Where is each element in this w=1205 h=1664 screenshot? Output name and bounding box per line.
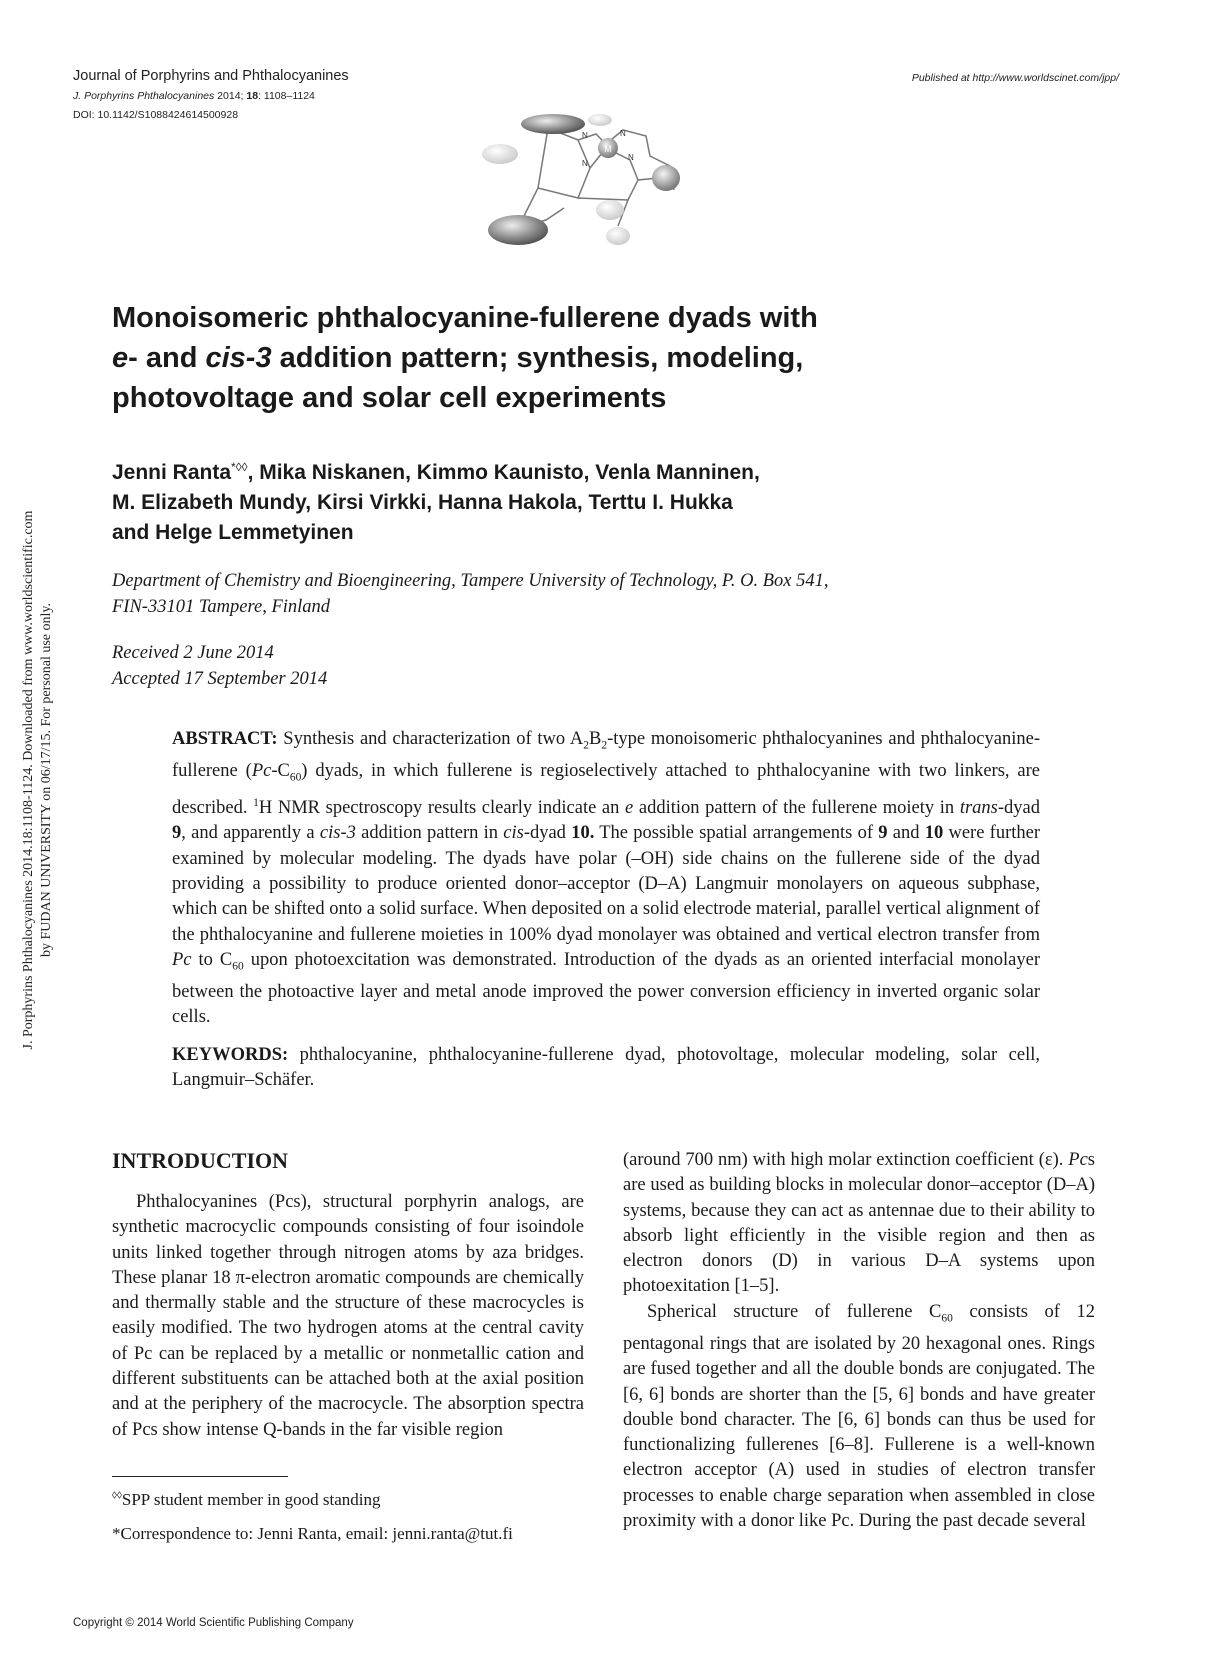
received-date: Received 2 June 2014 — [112, 643, 274, 663]
abstract-text: upon photoexcitation was demonstrated. Introduction of the dyads as an oriented interfacial monolayer between the photoactive layer and metal anode improved the power conversion efficiency in inverted organic solar cells. — [172, 949, 1041, 1028]
abstract — [172, 727, 1040, 1030]
side-note-line-1: J. Porphyrins Phthalocyanines 2014.18:1108-1124. Downloaded from www.worldscientific.com — [21, 510, 36, 1050]
intro-text: consists of 12 pentagonal rings that are isolated by 20 hexagonal ones. Rings are fused together and all the double bonds are conjugated. The [6, 6] bonds are shorter than the [5, 6] bonds and have greater double bond character. The [6, 6] bonds can thus be used for functionalizing fullerenes [6–8]. Fullerene is a well-known electron acceptor (A) used in studies of electron transfer processes to enable charge separation when assembled in close proximity with a donor like Pc. During the past decade several — [623, 1302, 1096, 1532]
abstract-italic: cis-3 — [319, 823, 356, 844]
intro-text: s are used as building blocks in molecular donor–acceptor (D–A) systems, because they can act as antennae due to their ability to absorb light efficiently in the visible region and then as electron donors (D) in various D–A systems upon photoexitation [1–5]. — [623, 1150, 1095, 1297]
abstract-italic: cis — [503, 823, 524, 844]
nitrogen-atom-label-1: N — [582, 131, 588, 140]
keywords-label: KEYWORDS: — [172, 1045, 289, 1065]
metal-atom-label: M — [604, 144, 612, 154]
molecule-lobe-left — [482, 144, 518, 164]
introduction-left-paragraph: Phthalocyanines (Pcs), structural porphyrin analogs, are synthetic macrocyclic compounds consisting of four isoindole units linked together through nitrogen atoms by aza bridges. These planar 18 π-electron aromatic compounds are chemically and thermally stable and the structure of these macrocycles is easily modified. The two hydrogen atoms at the central cavity of Pc can be replaced by a metallic or nonmetallic cation and different substituents can be attached both at the axial position and at the periphery of the macrocycle. The absorption spectra of Pcs show intense Q-bands in the far visible region — [112, 1192, 584, 1440]
citation-volume: 18 — [246, 90, 259, 102]
abstract-compound-number: 9 — [878, 823, 888, 844]
abstract-sub: 2 — [583, 739, 589, 752]
title-and: - and — [128, 342, 206, 374]
accepted-date: Accepted 17 September 2014 — [112, 669, 328, 689]
abstract-sup: 1 — [253, 796, 259, 809]
author-first-mark: *◊◊ — [231, 460, 248, 474]
paper-title — [112, 298, 1012, 418]
nitrogen-atom-label-3: N — [582, 159, 588, 168]
authors-line-1-rest: , Mika Niskanen, Kimmo Kaunisto, Venla Manninen, — [247, 461, 760, 484]
introduction-right-paragraph-1 — [623, 1148, 1095, 1300]
journal-name: Journal of Porphyrins and Phthalocyanines — [73, 68, 349, 84]
journal-citation — [73, 90, 315, 102]
abstract-text: -dyad — [523, 823, 572, 844]
author-first: Jenni Ranta — [112, 461, 232, 484]
authors-line-2: M. Elizabeth Mundy, Kirsi Virkki, Hanna Hakola, Terttu I. Hukka — [112, 491, 733, 514]
download-side-note — [20, 420, 60, 1140]
intro-sub: 60 — [941, 1312, 953, 1325]
author-list — [112, 452, 1012, 548]
authors-line-3: and Helge Lemmetyinen — [112, 521, 354, 544]
abstract-italic: trans — [959, 798, 998, 819]
abstract-text: ) dyads, in which fullerene is regioselectively attached to phthalocyanine with two linkers, are described. — [172, 760, 1040, 819]
intro-text: (around 700 nm) with high molar extinction coefficient (ε). — [623, 1150, 1069, 1170]
published-url[interactable]: Published at http://www.worldscinet.com/jpp/ — [911, 72, 1119, 84]
molecule-bonds — [518, 128, 674, 228]
title-line-1: Monoisomeric phthalocyanine-fullerene dyads with — [112, 302, 818, 334]
molecule-lobe-bottom-left — [488, 215, 548, 245]
footnote-mark: ◊◊ — [112, 1490, 122, 1502]
title-cis3: cis-3 — [205, 342, 272, 374]
abstract-compound-number: 10 — [924, 823, 944, 844]
abstract-text: Synthesis and characterization of two A — [277, 729, 584, 749]
abstract-italic: Pc — [251, 760, 272, 781]
molecule-lobe-bottom — [596, 200, 624, 220]
abstract-text: addition pattern in — [355, 823, 504, 844]
phthalocyanine-logo — [478, 108, 738, 268]
abstract-text: The possible spatial arrangements of — [594, 823, 879, 844]
molecule-lobe-right — [652, 165, 680, 191]
footnote-spp-text: SPP student member in good standing — [121, 1490, 381, 1509]
nitrogen-atom-label-4: N — [628, 153, 634, 162]
abstract-text: B — [588, 729, 602, 749]
abstract-text: -dyad — [997, 798, 1040, 819]
intro-italic: Pc — [1068, 1150, 1088, 1170]
side-note-line-2: by FUDAN UNIVERSITY on 06/17/15. For personal use only. — [39, 603, 54, 957]
abstract-label: ABSTRACT: — [172, 729, 278, 749]
abstract-text: addition pattern of the fullerene moiety in — [633, 798, 960, 819]
citation-journal: J. Porphyrins Phthalocyanines — [73, 90, 215, 102]
abstract-text: to C — [191, 949, 233, 970]
abstract-compound-number: 10. — [571, 823, 595, 844]
title-e: e — [112, 342, 129, 374]
molecule-lobe-bottom-2 — [606, 227, 630, 245]
intro-text: Spherical structure of fullerene C — [647, 1302, 942, 1322]
journal-doi: DOI: 10.1142/S1088424614500928 — [73, 109, 239, 121]
abstract-italic: Pc — [172, 949, 192, 970]
title-line-3: photovoltage and solar cell experiments — [112, 382, 667, 414]
introduction-right-paragraph-2 — [623, 1300, 1095, 1534]
abstract-italic: e — [625, 798, 634, 819]
abstract-compound-number: 9 — [172, 823, 182, 844]
submission-dates — [112, 640, 712, 692]
abstract-text: and — [887, 823, 925, 844]
footnote-spp — [112, 1490, 381, 1510]
affiliation — [112, 568, 1012, 620]
abstract-text: -type monoisomeric phthalocyanines and phthalocyanine-fullerene ( — [172, 729, 1040, 781]
abstract-sub: 60 — [289, 771, 302, 784]
title-line-2-rest: addition pattern; synthesis, modeling, — [271, 342, 804, 374]
introduction-heading: INTRODUCTION — [112, 1148, 289, 1173]
keywords-text: phthalocyanine, phthalocyanine-fullerene dyad, photovoltage, molecular modeling, solar cell, Langmuir–Schäfer. — [172, 1045, 1040, 1091]
citation-year: 2014; — [217, 90, 244, 102]
footnote-divider — [112, 1476, 288, 1477]
abstract-text: , and apparently a — [181, 823, 320, 844]
affiliation-line-2: FIN-33101 Tampere, Finland — [112, 597, 331, 617]
footnote-correspondence: *Correspondence to: Jenni Ranta, email: jenni.ranta@tut.fi — [112, 1524, 513, 1543]
keywords — [172, 1043, 1040, 1094]
copyright: Copyright © 2014 World Scientific Publishing Company — [73, 1617, 354, 1629]
molecule-lobe-top-small — [588, 114, 612, 126]
abstract-text: -C — [271, 760, 290, 781]
citation-pages: : 1108–1124 — [258, 90, 315, 102]
abstract-sub: 60 — [232, 960, 244, 973]
nitrogen-atom-label-2: N — [620, 129, 626, 138]
affiliation-line-1: Department of Chemistry and Bioengineering, Tampere University of Technology, P. O. Box 541, — [112, 571, 829, 591]
molecule-lobe-top — [521, 114, 585, 134]
abstract-text: were further examined by molecular modeling. The dyads have polar (–OH) side chains on the fullerene side of the dyad providing a possibility to produce oriented donor–acceptor (D–A) Langmuir monolayers on aqueous subphase, which can be shifted onto a solid surface. When deposited on a solid electrode material, parallel vertical alignment of the phthalocyanine and fullerene moieties in 100% dyad monolayer was obtained and vertical electron transfer from — [172, 823, 1040, 945]
abstract-text: H NMR spectroscopy results clearly indicate an — [258, 798, 626, 819]
abstract-sub: 2 — [601, 739, 608, 752]
